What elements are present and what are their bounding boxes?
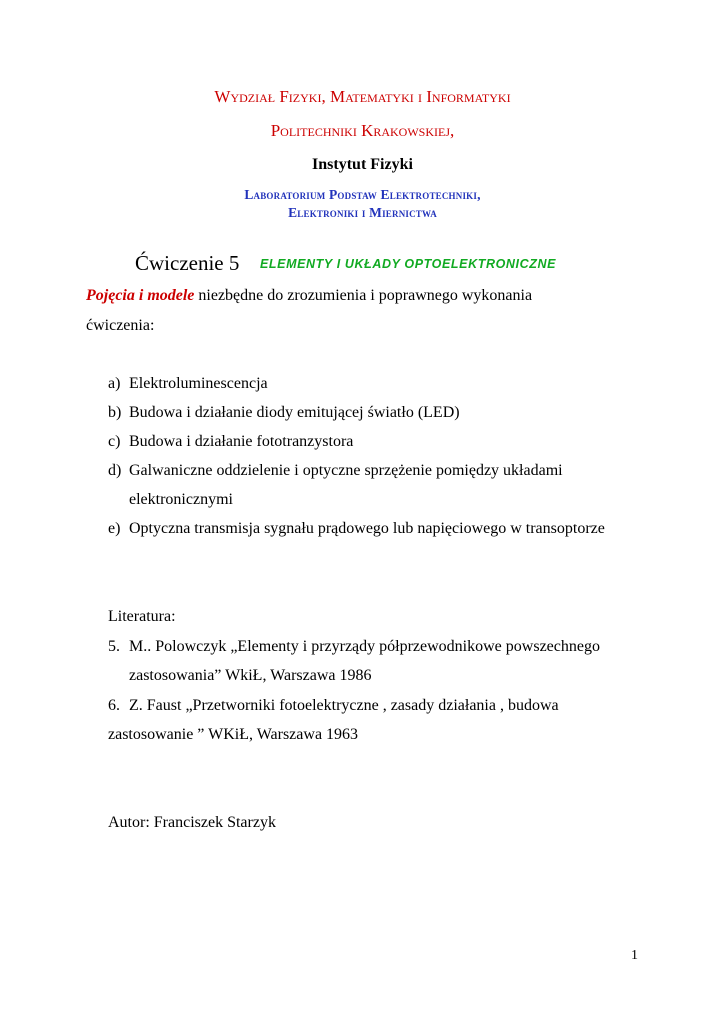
author: Autor: Franciszek Starzyk <box>108 814 276 831</box>
literature-heading: Literatura: <box>108 608 176 625</box>
list-item-continuation: elektronicznymi <box>129 491 233 508</box>
intro-emphasis: Pojęcia i modele <box>86 287 195 304</box>
list-item-text: Optyczna transmisja sygnału prądowego lub napięciowego w transoptorze <box>129 520 605 537</box>
list-item-text: Budowa i działanie fototranzystora <box>129 433 354 450</box>
list-item-text: Elektroluminescencja <box>129 375 268 392</box>
literature-item-continuation: zastosowanie ” WKiŁ, Warszawa 1963 <box>108 726 359 743</box>
literature-item-number: 6. <box>108 697 120 714</box>
literature-item-text: M.. Polowczyk „Elementy i przyrządy półprzewodnikowe powszechnego <box>129 638 600 655</box>
intro-line2: ćwiczenia: <box>86 317 155 334</box>
list-item-letter: e) <box>108 520 121 537</box>
lab-name-line1: Laboratorium Podstaw Elektrotechniki, <box>244 187 481 202</box>
exercise-number: Ćwiczenie 5 <box>135 251 240 275</box>
literature-item-text: Z. Faust „Przetworniki fotoelektryczne , zasady działania , budowa <box>129 697 559 714</box>
intro-rest: niezbędne do zrozumienia i poprawnego wykonania <box>194 287 533 304</box>
exercise-title: ELEMENTY I UKŁADY OPTOELEKTRONICZNE <box>260 257 557 271</box>
literature-item-number: 5. <box>108 638 120 655</box>
faculty-name-line1: Wydział Fizyki, Matematyki i Informatyki <box>214 87 511 106</box>
intro-line1 <box>86 287 532 305</box>
list-item-letter: d) <box>108 462 122 479</box>
institute-name: Instytut Fizyki <box>312 156 413 173</box>
list-item-text: Budowa i działanie diody emitującej światło (LED) <box>129 404 460 421</box>
list-item-letter: a) <box>108 375 121 392</box>
faculty-name-line2: Politechniki Krakowskiej, <box>270 121 455 140</box>
lab-name-line2: Elektroniki i Miernictwa <box>288 205 437 220</box>
list-item-letter: c) <box>108 433 121 450</box>
list-item-text: Galwaniczne oddzielenie i optyczne sprzężenie pomiędzy układami <box>129 462 563 479</box>
literature-item-continuation: zastosowania” WkiŁ, Warszawa 1986 <box>129 667 372 684</box>
page-number: 1 <box>631 948 638 963</box>
list-item-letter: b) <box>108 404 122 421</box>
